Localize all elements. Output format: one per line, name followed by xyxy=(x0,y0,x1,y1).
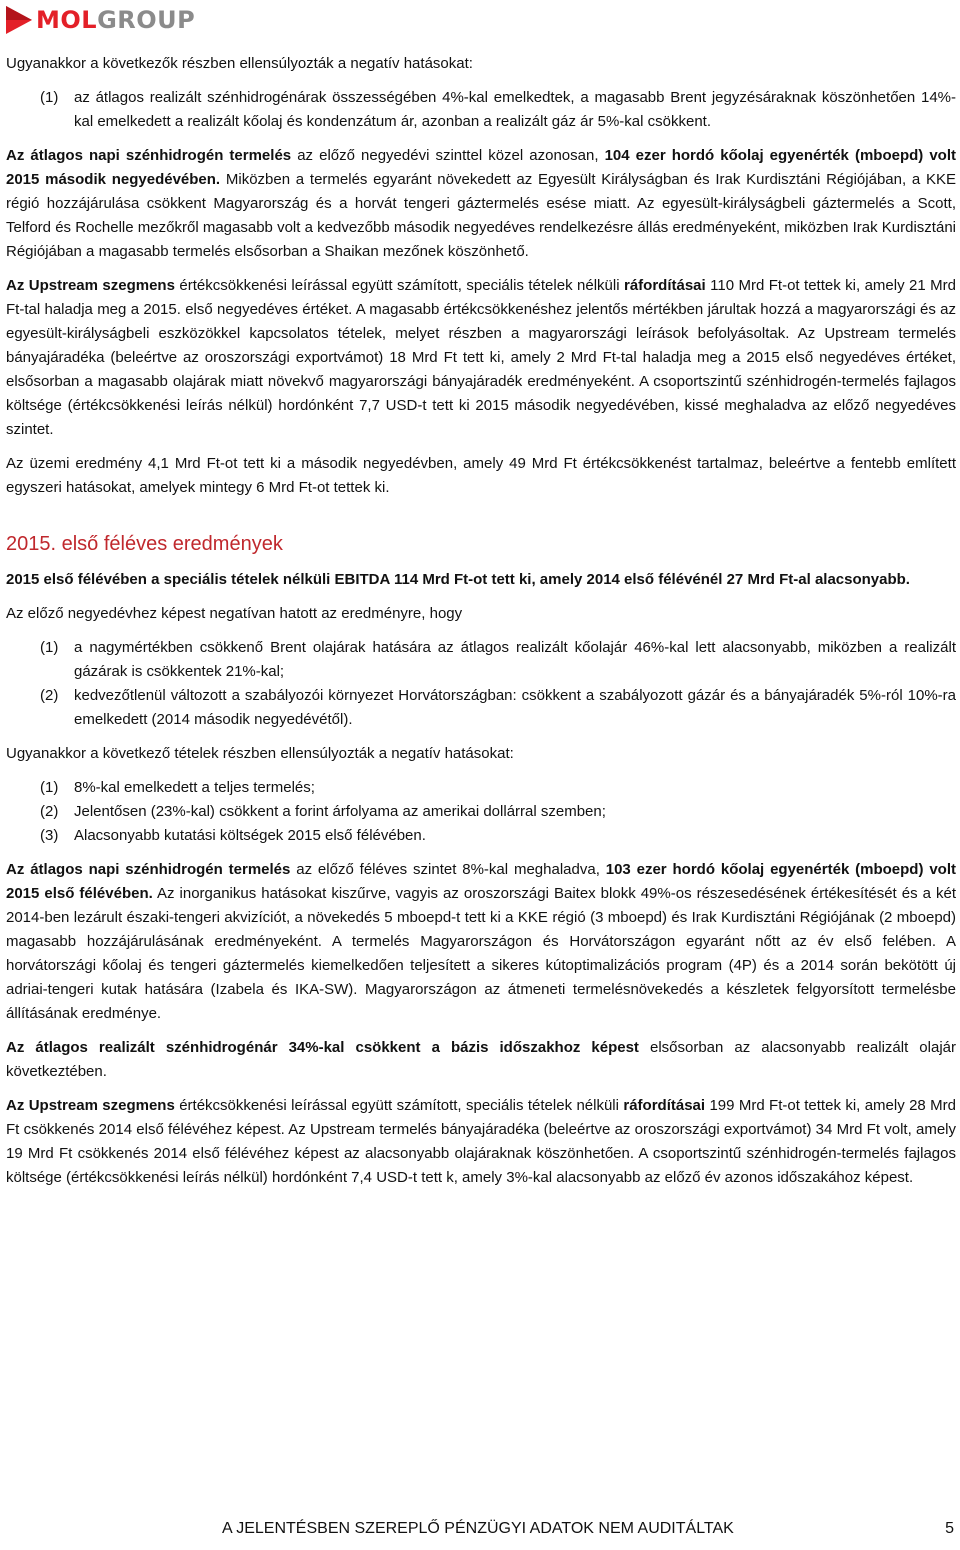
list-item-text: 8%-kal emelkedett a teljes termelés; xyxy=(74,779,315,796)
list-item-text: a nagymértékben csökkenő Brent olajárak hatására az átlagos realizált kőolajár 46%-kal lett alacsonyabb, miközben a realizált gázárak is csökkentek 21%-kal; xyxy=(74,639,956,680)
bold-text: Az átlagos napi szénhidrogén termelés xyxy=(6,147,292,164)
list-item-text: az átlagos realizált szénhidrogénárak összességében 4%-kal emelkedtek, a magasabb Brent jegyzésáraknak köszönhetően 14%-kal emelkedett a realizált kőolaj és kondenzátum ár, azonban a realizált gáz ár 5%-kal csökkent. xyxy=(74,89,956,130)
negative-effects-list xyxy=(6,636,956,732)
list-item-number: (1) xyxy=(40,779,59,796)
offsetting-list xyxy=(6,776,956,848)
body-text: értékcsökkenési leírással együtt számított, speciális tételek nélküli xyxy=(174,1097,624,1114)
logo-wordmark xyxy=(36,4,195,36)
list-item-number: (1) xyxy=(40,639,59,656)
price-paragraph xyxy=(6,1036,956,1084)
list-item-number: (3) xyxy=(40,827,59,844)
page-footer xyxy=(0,1520,960,1544)
list-item xyxy=(6,776,956,800)
operating-result-paragraph: Az üzemi eredmény 4,1 Mrd Ft-ot tett ki a második negyedévben, amely 49 Mrd Ft értékcsökkenést tartalmaz, beleértve a fentebb említett egyszeri hatásokat, amelyek mintegy 6 Mrd Ft-ot tettek ki. xyxy=(6,455,956,496)
bold-text: 2015 első félévében a speciális tételek nélküli EBITDA 114 Mrd Ft-ot tett ki, amely 2014 első félévénél 27 Mrd Ft-al alacsonyabb. xyxy=(6,571,910,588)
list-item xyxy=(6,824,956,848)
ebitda-paragraph xyxy=(6,568,956,592)
list-item xyxy=(6,86,956,134)
body-text: az előző féléves szintet 8%-kal meghaladva, xyxy=(290,861,606,878)
bold-text: Az átlagos realizált szénhidrogénár 34%-kal csökkent a bázis időszakhoz képest xyxy=(6,1039,639,1056)
halfyear-costs-paragraph xyxy=(6,1094,956,1190)
list-item xyxy=(6,684,956,732)
negative-effects-intro: Az előző negyedévhez képest negatívan hatott az eredményre, hogy xyxy=(6,605,463,622)
bold-text: Az Upstream szegmens xyxy=(6,277,175,294)
body-text: elsősorban az alacsonyabb realizált olajár következtében. xyxy=(6,1039,956,1080)
list-item-number: (2) xyxy=(40,687,59,704)
halfyear-production-paragraph xyxy=(6,858,956,1026)
mol-group-logo xyxy=(6,4,195,36)
report-body xyxy=(6,52,956,1200)
footer-disclaimer: A JELENTÉSBEN SZEREPLŐ PÉNZÜGYI ADATOK NEM AUDITÁLTAK xyxy=(222,1520,734,1537)
positive-effects-list xyxy=(6,86,956,134)
bold-text: ráfordításai xyxy=(623,1097,706,1114)
list-item xyxy=(6,636,956,684)
bold-text: 104 ezer hordó kőolaj egyenérték (mboepd) volt 2015 második negyedévében. xyxy=(6,147,956,188)
list-item-text: Alacsonyabb kutatási költségek 2015 első félévében. xyxy=(74,827,426,844)
mol-triangle-icon xyxy=(6,6,32,34)
bold-text: Az átlagos napi szénhidrogén termelés xyxy=(6,861,291,878)
page-number: 5 xyxy=(945,1520,954,1537)
body-text: értékcsökkenési leírással együtt számított, speciális tételek nélküli xyxy=(174,277,624,294)
offsetting-intro: Ugyanakkor a következő tételek részben ellensúlyozták a negatív hatásokat: xyxy=(6,745,514,762)
body-text: az előző negyedévi szinttel közel azonosan, xyxy=(291,147,605,164)
body-text: 199 Mrd Ft-ot tettek ki, amely 28 Mrd Ft csökkenés 2014 első félévéhez képest. Az Upstream termelés bányajáradéka (beleértve az oroszországi exportvámot) 34 Mrd Ft volt, amely 19 Mrd Ft csökkenés 2014 első félévéhez képest az alacsonyabb olajáraknak köszönhetően. A csoportszintű szénhidrogén-termelés fajlagos költsége (értékcsökkenési leírás nélkül) hordónként 7,4 USD-t tett k, amely 3%-kal alacsonyabb az előző év azonos időszakához képest. xyxy=(6,1097,956,1186)
body-text: Az inorganikus hatásokat kiszűrve, vagyis az oroszországi Baitex blokk 49%-os részesedésének értékesítését és a két 2014-ben lezárult északi-tengeri akvizíciót, a növekedés 5 mboepd-t tett ki a KKE régió (3 mboepd) és Irak Kurdisztáni Régiójának (2 mboepd) magasabb hozzájárulásának eredményeként. A termelés Magyarországon és Horvátországon egyaránt nőtt az év első felében. A horvátországi kőolaj és tengeri gáztermelés kiemelkedően teljesített a sikeres kútoptimalizációs program (4P) és a 2014 során bekötött új adriai-tengeri kutak hatására (Izabela és IKA-SW). Magyarországon az átmeneti termelésnövekedés a készletek felgyorsított termelésbe állításának eredménye. xyxy=(6,885,956,1022)
bold-text: ráfordításai xyxy=(623,277,706,294)
body-text: 110 Mrd Ft-ot tettek ki, amely 21 Mrd Ft-tal haladja meg a 2015. első negyedéves értéket. A magasabb értékcsökkenéshez jelentős mértékben járultak hozzá a magyarországi és az egyesült-királyságbeli eszközökkel kapcsolatos tételek, melyet részben a magyarországi leírások befolyásoltak. Az Upstream termelés bányajáradéka (beleértve az oroszországi exportvámot) 18 Mrd Ft tett ki, amely 2 Mrd Ft-tal haladja meg a 2015 első negyedéves értéket, elsősorban a magasabb olajárak miatt növekvő magyarországi bányajáradék eredményeként. A csoportszintű szénhidrogén-termelés fajlagos költsége (értékcsökkenési leírás nélkül) hordónként 7,7 USD-t tett ki 2015 második negyedévében, kissé meghaladva az előző negyedéves szintet. xyxy=(6,277,956,438)
list-item-text: Jelentősen (23%-kal) csökkent a forint árfolyama az amerikai dollárral szemben; xyxy=(74,803,606,820)
logo-mol-text: MOL xyxy=(36,6,98,34)
list-item-number: (1) xyxy=(40,89,59,106)
logo-group-text: GROUP xyxy=(97,6,196,34)
list-item xyxy=(6,800,956,824)
body-text: Miközben a termelés egyaránt növekedett az Egyesült Királyságban és Irak Kurdisztáni Régiójában, a KKE régió hozzájárulása csökkent Magyarország és a horvát tengeri gáztermelés esése miatt. Az egyesült-királyságbeli gáztermelés a Scott, Telford és Rochelle mezőkről magasabb volt a kedvezőbb második negyedéves rendelkezésre állás eredményeként, miközben Irak Kurdisztáni Régiójában a magasabb termelés elsősorban a Shaikan mezőnek köszönhető. xyxy=(6,171,956,260)
list-item-text: kedvezőtlenül változott a szabályozói környezet Horvátországban: csökkent a szabályozott gázár és a bányajáradék 5%-ról 10%-ra emelkedett (2014 második negyedévétől). xyxy=(74,687,956,728)
bold-text: Az Upstream szegmens xyxy=(6,1097,175,1114)
production-paragraph xyxy=(6,144,956,264)
section-heading: 2015. első féléves eredmények xyxy=(6,533,283,555)
list-item-number: (2) xyxy=(40,803,59,820)
upstream-costs-paragraph xyxy=(6,274,956,442)
intro-paragraph: Ugyanakkor a következők részben ellensúlyozták a negatív hatásokat: xyxy=(6,55,473,72)
bold-text: 103 ezer hordó kőolaj egyenérték (mboepd) volt 2015 első félévében. xyxy=(6,861,956,902)
